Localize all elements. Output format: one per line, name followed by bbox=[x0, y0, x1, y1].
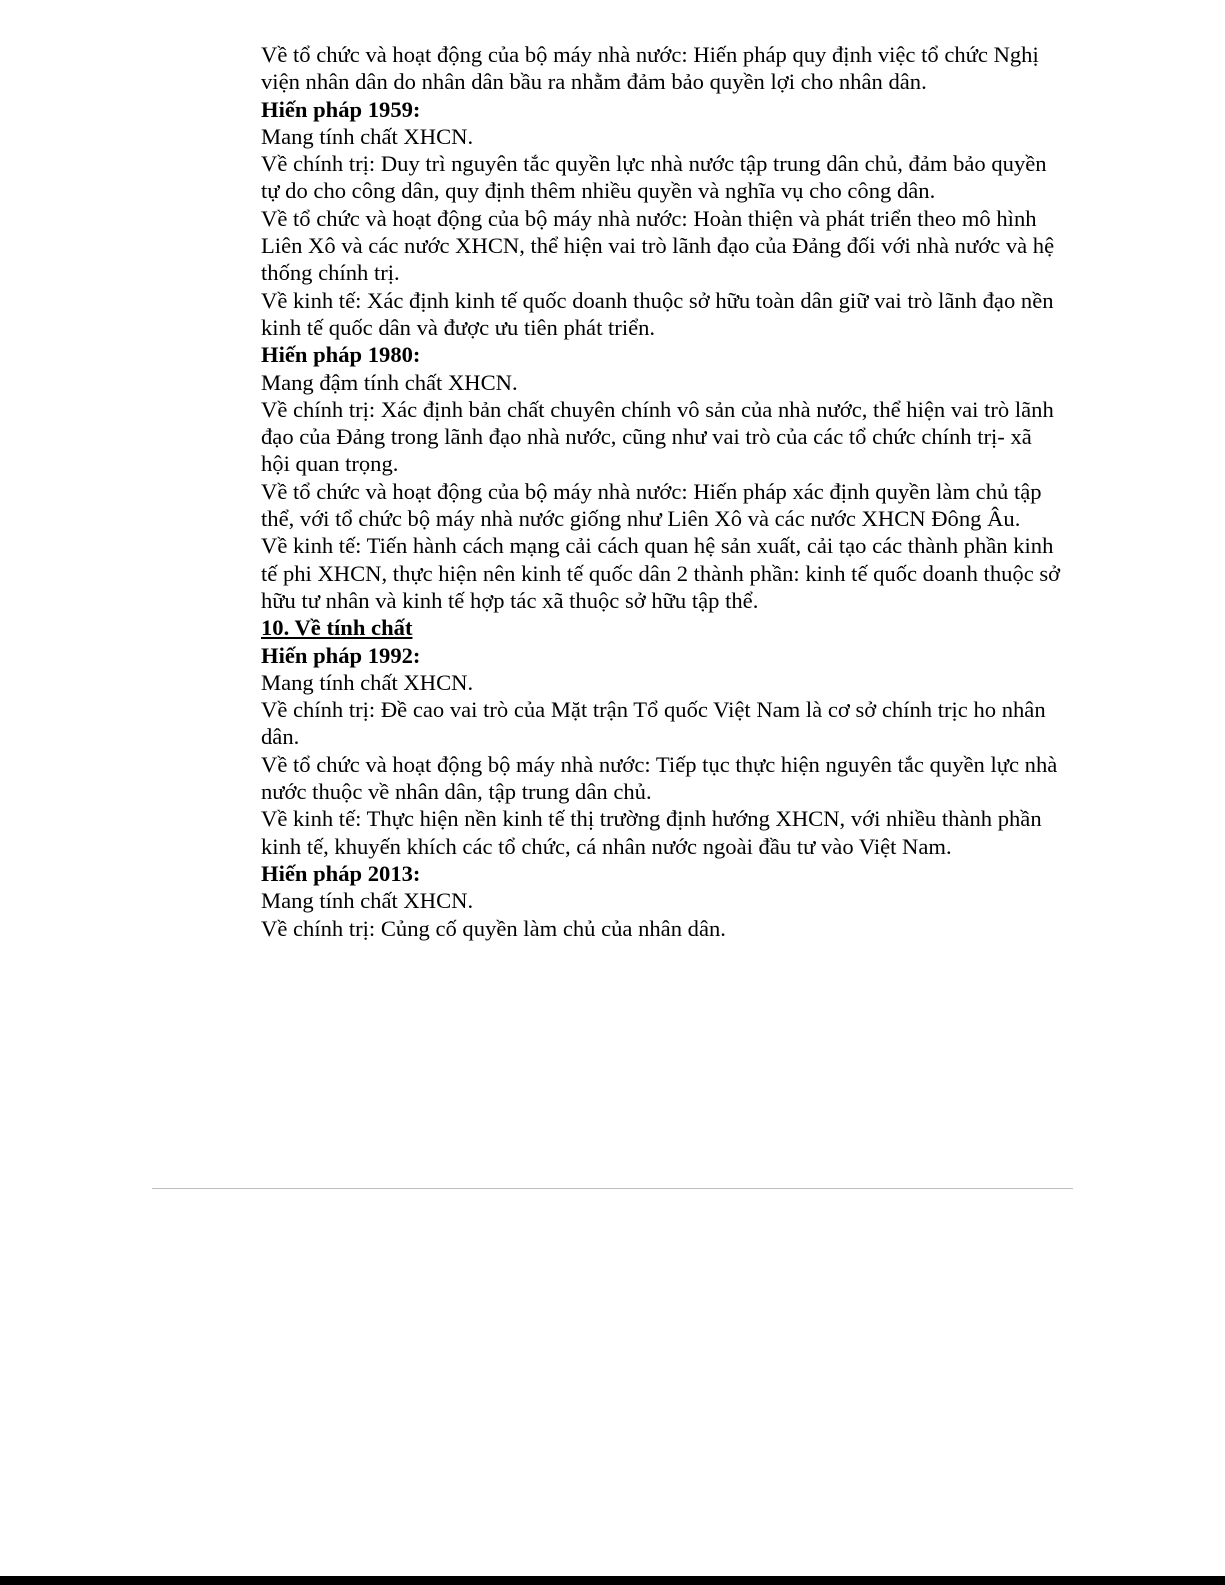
paragraph-organization-1946: Về tổ chức và hoạt động của bộ máy nhà nước: Hiến pháp quy định việc tổ chức Nghị viện nhân dân do nhân dân bầu ra nhằm đảm bảo quyền lợi cho nhân dân. bbox=[261, 42, 1039, 95]
heading-constitution-1980: Hiến pháp 1980: bbox=[261, 342, 421, 368]
paragraph-nature-1959: Mang tính chất XHCN. bbox=[261, 123, 474, 149]
document-body bbox=[261, 41, 1061, 942]
paragraph-economy-1959: Về kinh tế: Xác định kinh tế quốc doanh thuộc sở hữu toàn dân giữ vai trò lãnh đạo nền kinh tế quốc dân và được ưu tiên phát triển. bbox=[261, 287, 1054, 340]
paragraph-organization-1980: Về tổ chức và hoạt động của bộ máy nhà nước: Hiến pháp xác định quyền làm chủ tập thể, với tổ chức bộ máy nhà nước giống như Liên Xô và các nước XHCN Đông Âu. bbox=[261, 478, 1042, 532]
paragraph-economy-1992: Về kinh tế: Thực hiện nền kinh tế thị trường định hướng XHCN, với nhiều thành phần kinh tế, khuyến khích các tổ chức, cá nhân nước ngoài đầu tư vào Việt Nam. bbox=[261, 806, 1042, 859]
paragraph-politics-2013: Về chính trị: Củng cố quyền làm chủ của nhân dân. bbox=[261, 915, 726, 941]
paragraph-organization-1959: Về tổ chức và hoạt động của bộ máy nhà nước: Hoàn thiện và phát triển theo mô hình Liên Xô và các nước XHCN, thể hiện vai trò lãnh đạo của Đảng đối với nhà nước và hệ thống chính trị. bbox=[261, 205, 1055, 286]
section-heading-nature: 10. Về tính chất bbox=[261, 615, 413, 641]
paragraph-politics-1992: Về chính trị: Đề cao vai trò của Mặt trận Tổ quốc Việt Nam là cơ sở chính trịc ho nhân dân. bbox=[261, 697, 1046, 750]
paragraph-politics-1980: Về chính trị: Xác định bản chất chuyên chính vô sản của nhà nước, thể hiện vai trò lãnh đạo của Đảng trong lãnh đạo nhà nước, cũng như vai trò của các tổ chức chính trị- xã hội quan trọng. bbox=[261, 396, 1054, 477]
paragraph-politics-1959: Về chính trị: Duy trì nguyên tắc quyền lực nhà nước tập trung dân chủ, đảm bảo quyền tự do cho công dân, quy định thêm nhiều quyền và nghĩa vụ cho công dân. bbox=[261, 151, 1047, 204]
paragraph-nature-2013: Mang tính chất XHCN. bbox=[261, 888, 474, 914]
paragraph-nature-1992: Mang tính chất XHCN. bbox=[261, 669, 474, 695]
heading-constitution-1959: Hiến pháp 1959: bbox=[261, 96, 421, 122]
heading-constitution-1992: Hiến pháp 1992: bbox=[261, 642, 421, 668]
bottom-edge-bar bbox=[0, 1576, 1225, 1585]
paragraph-economy-1980-text: Về kinh tế: Tiến hành cách mạng cải cách quan hệ sản xuất, cải tạo các thành phần kinh tế phi XHCN, thực hiện nên kinh tế quốc dân 2 thành phần: kinh tế quốc doanh thuộc sở hữu tư nhân và kinh tế hợp tác xã thuộc sở hữu tập thể. bbox=[261, 533, 1061, 613]
page-divider bbox=[152, 1188, 1073, 1189]
paragraph-organization-1992: Về tổ chức và hoạt động bộ máy nhà nước: Tiếp tục thực hiện nguyên tắc quyền lực nhà nước thuộc về nhân dân, tập trung dân chủ. bbox=[261, 751, 1058, 805]
paragraph-nature-1980: Mang đậm tính chất XHCN. bbox=[261, 369, 518, 395]
paragraph-economy-1980 bbox=[261, 532, 1061, 614]
heading-constitution-2013: Hiến pháp 2013: bbox=[261, 860, 421, 886]
